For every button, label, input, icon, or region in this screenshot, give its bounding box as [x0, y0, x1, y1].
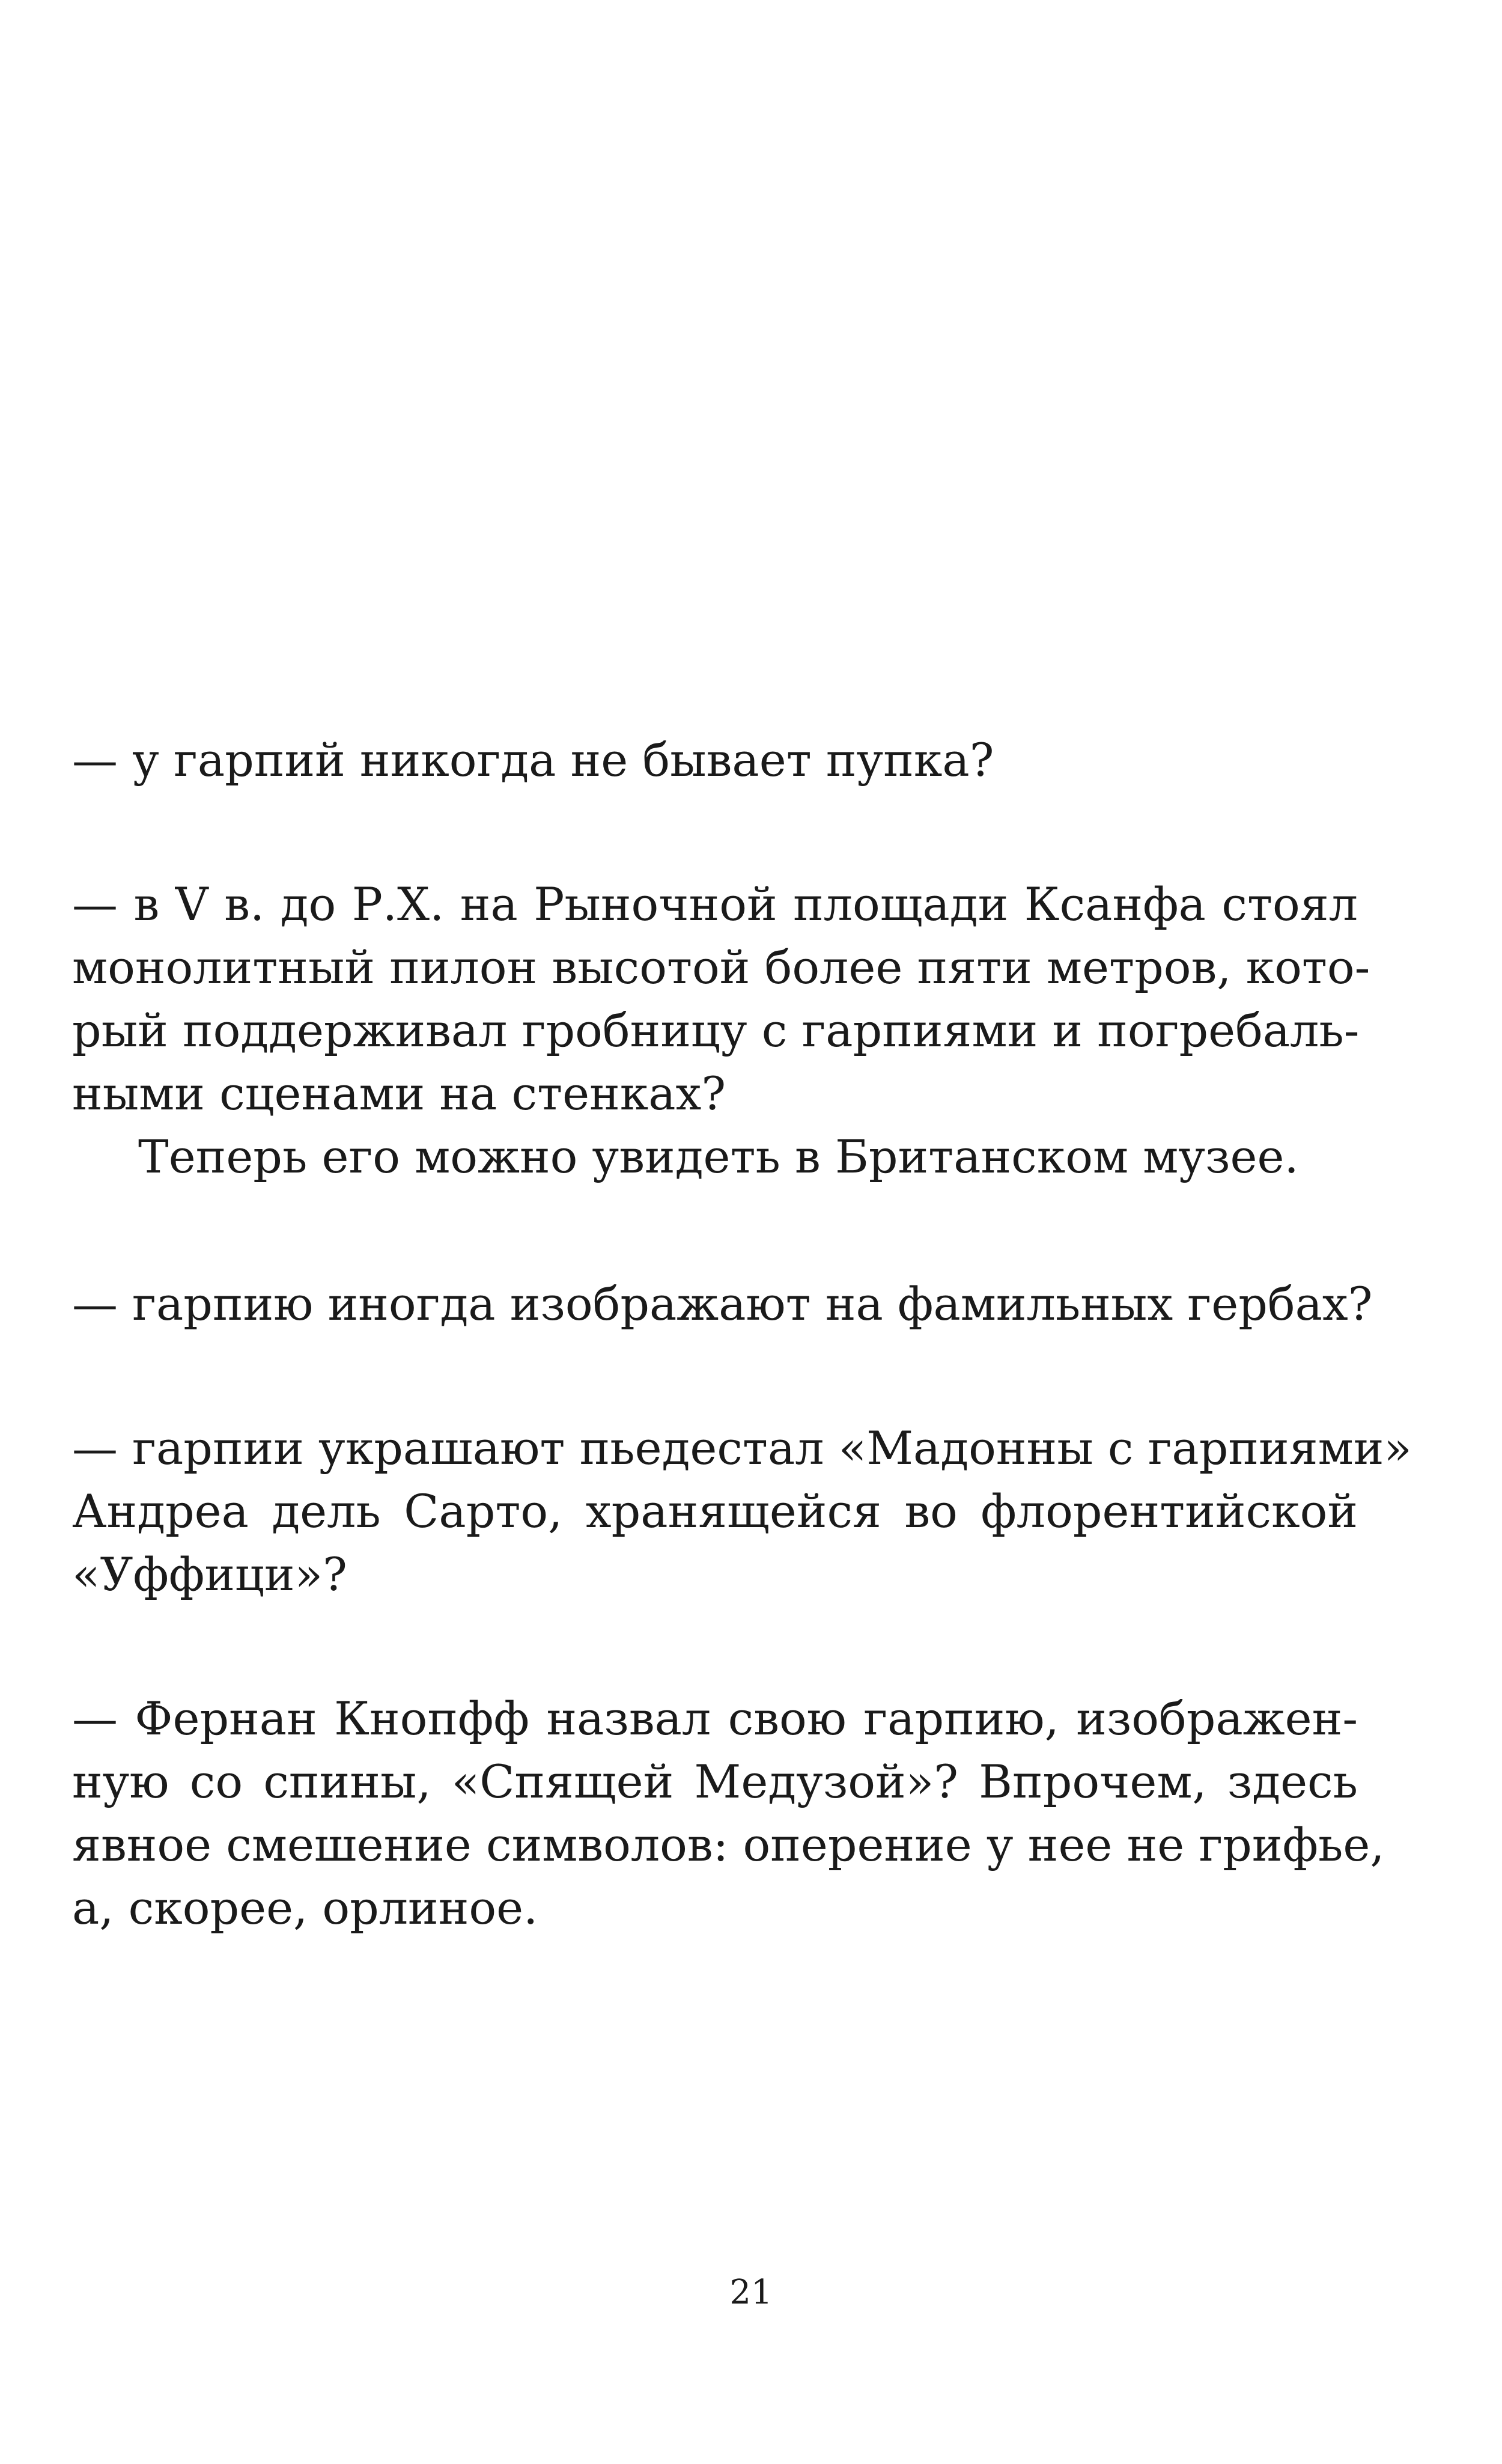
text-line: рый поддерживал гробницу с гарпиями и погребаль- [72, 1004, 1360, 1057]
text-line: — Фернан Кнопфф назвал свою гарпию, изображен- [72, 1692, 1358, 1745]
text-line: — гарпию иногда изображают на фамильных гербах? [72, 1277, 1373, 1331]
text-line: ными сценами на стенках? [72, 1067, 726, 1120]
text-line: — в V в. до Р.Х. на Рыночной площади Ксанфа стоял [72, 877, 1358, 931]
text-line: Теперь его можно увидеть в Британском музее. [138, 1130, 1299, 1183]
text-line: — гарпии украшают пьедестал «Мадонны с гарпиями» [72, 1421, 1412, 1475]
text-line: «Уффици»? [72, 1548, 347, 1601]
text-line: явное смешение символов: оперение у нее не грифье, [72, 1818, 1385, 1871]
text-line: Андреа дель Сарто, хранящейся во флорентийской [72, 1484, 1358, 1538]
page-number: 21 [729, 2273, 773, 2312]
text-line: ную со спины, «Спящей Медузой»? Впрочем, здесь [72, 1755, 1358, 1808]
text-line: монолитный пилон высотой более пяти метров, кото- [72, 941, 1370, 994]
text-line: а, скорее, орлиное. [72, 1881, 538, 1935]
text-line: — у гарпий никогда не бывает пупка? [72, 733, 994, 787]
